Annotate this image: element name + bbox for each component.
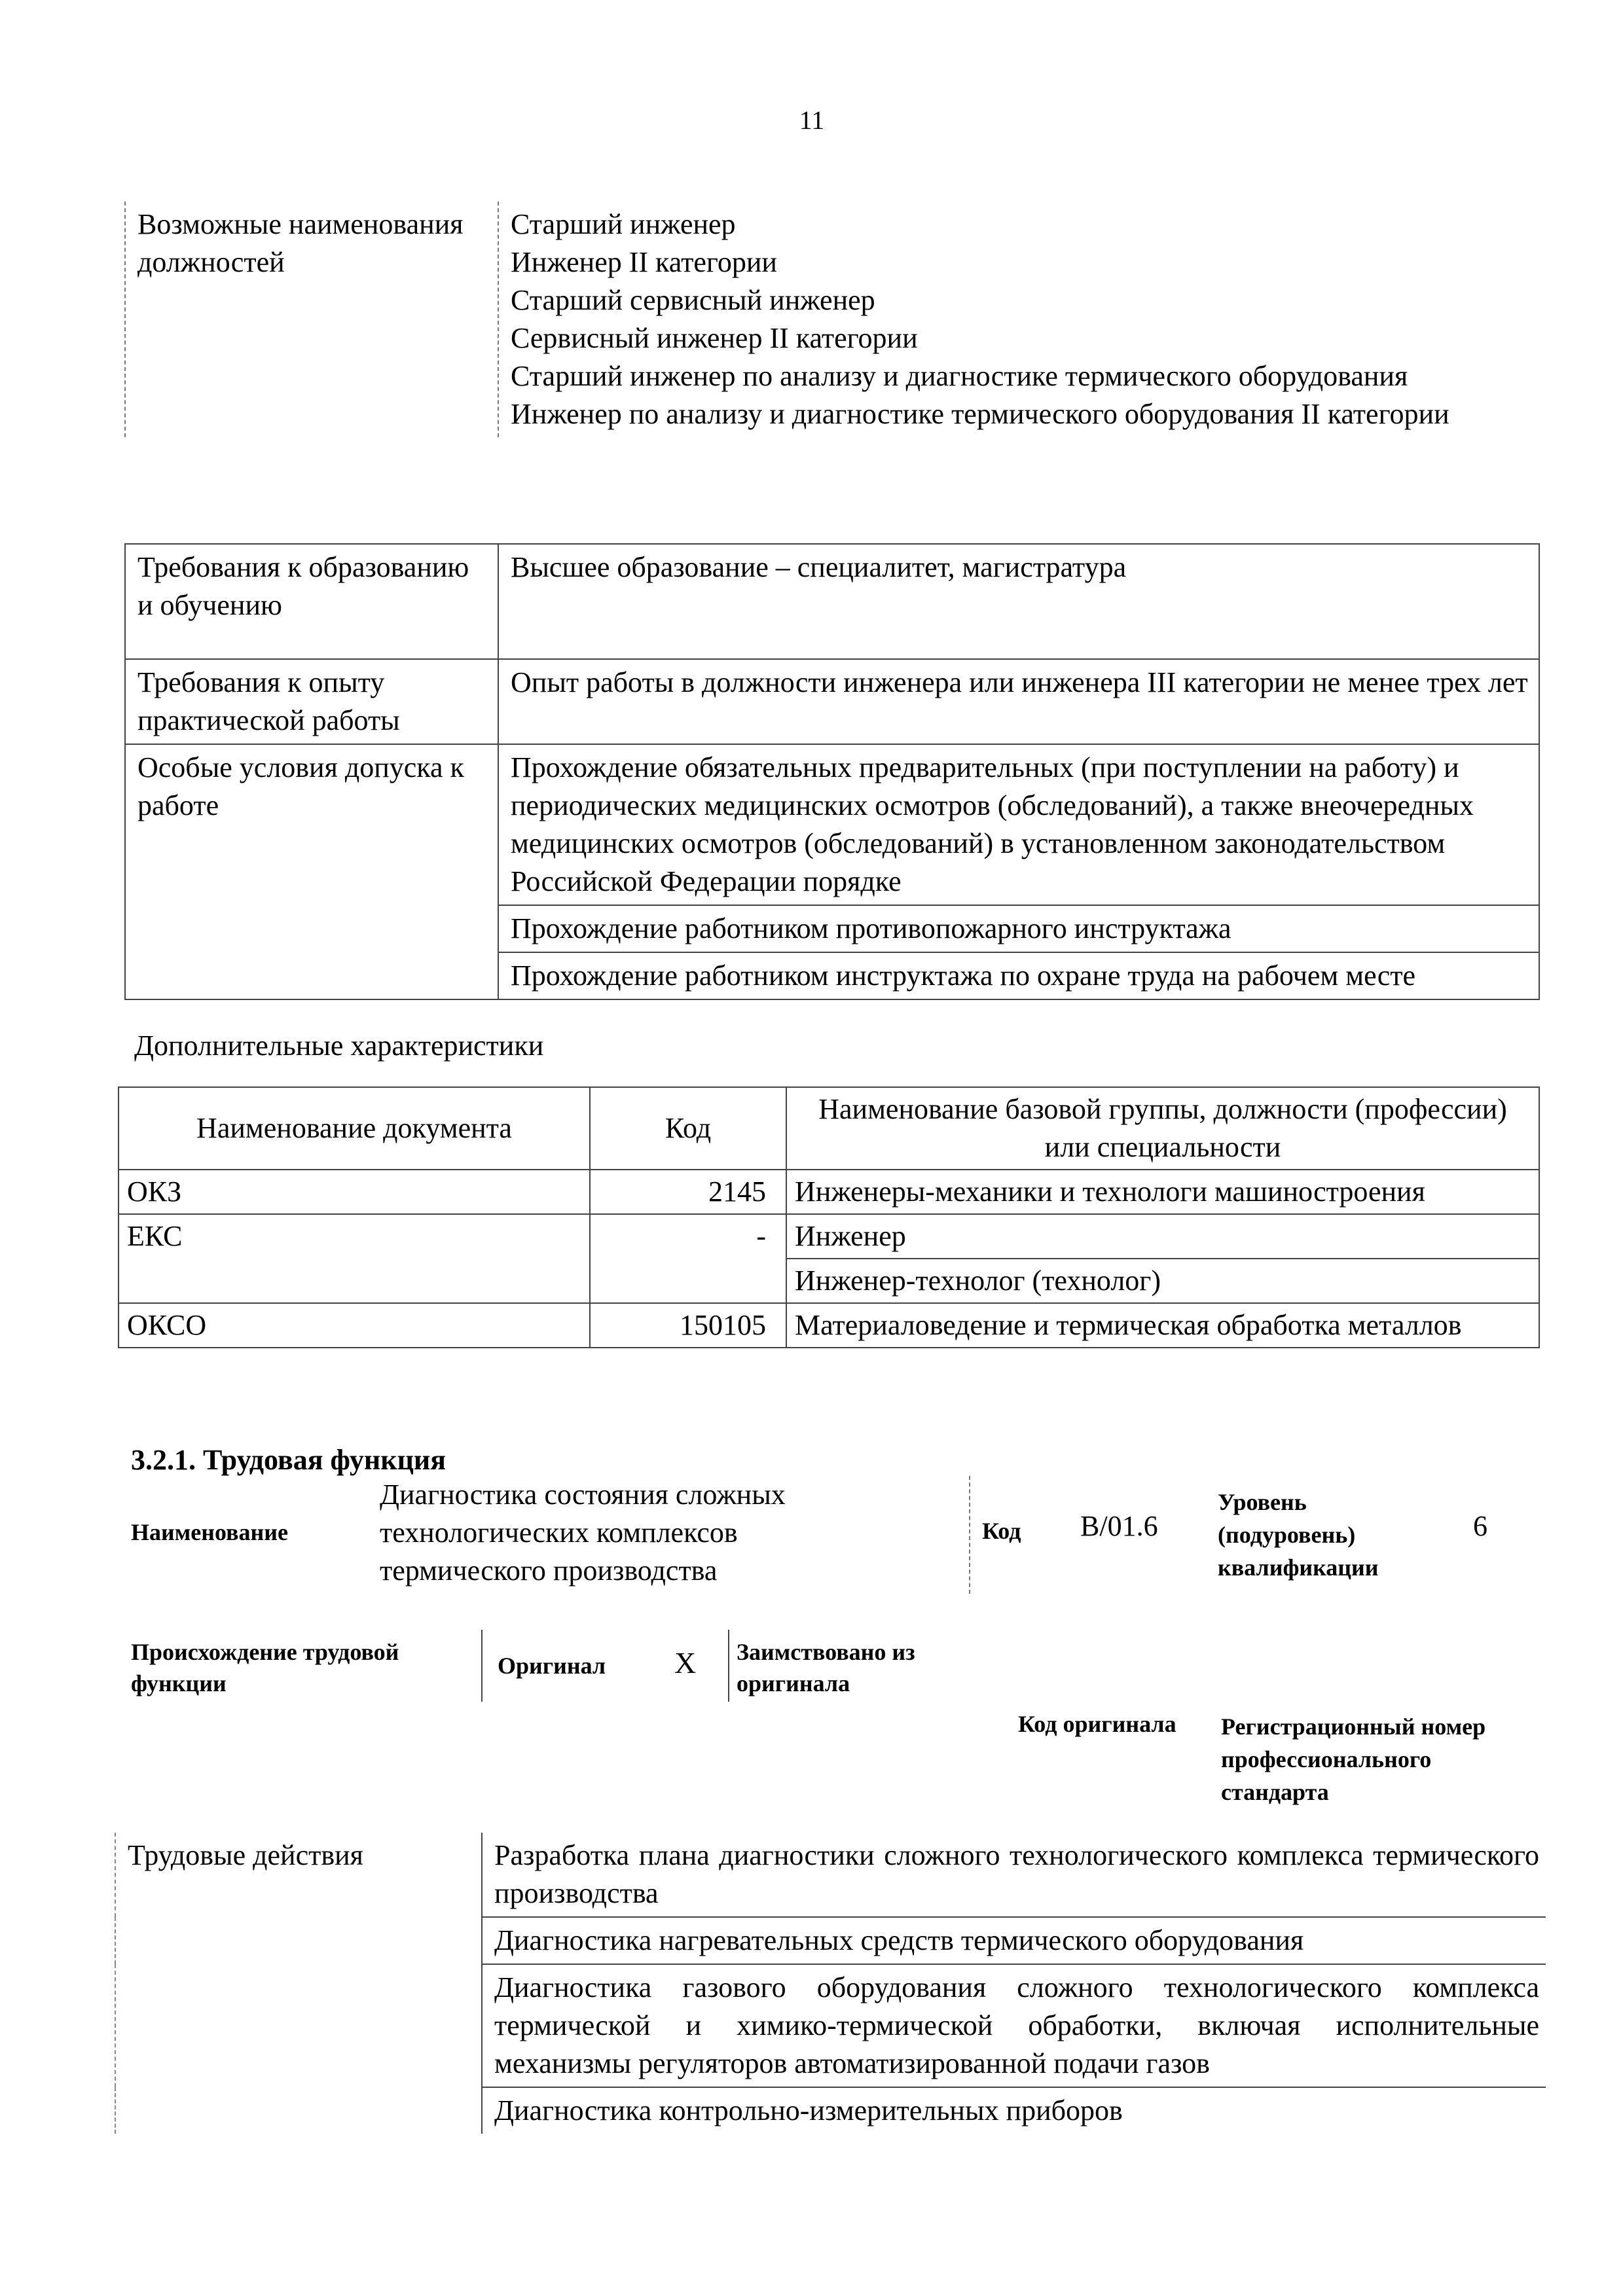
reg-number-label <box>1221 1710 1486 1808</box>
doc-cell: ОКСО <box>119 1303 590 1348</box>
education-value: Высшее образование – специалитет, магистратура <box>498 544 1539 659</box>
borrowed-label-line: оригинала <box>737 1670 850 1696</box>
actions-table <box>115 1833 1546 2134</box>
special-condition-item: Прохождение работником инструктажа по охране труда на рабочем месте <box>498 952 1539 999</box>
header-group-name: Наименование базовой группы, должности (профессии) или специальности <box>786 1087 1539 1170</box>
level-label-line: квалификации <box>1218 1554 1379 1581</box>
special-condition-item: Прохождение обязательных предварительных (при поступлении на работу) и периодических медицинских осмотров (обследований), а также внеочередных медицинских осмотров (обследований) в установленном законодательством Российской Федерации порядке <box>498 744 1539 905</box>
additional-table <box>118 1086 1540 1348</box>
page-number: 11 <box>799 105 825 135</box>
group-name-cell: Инженер <box>786 1214 1539 1259</box>
positions-label: Возможные наименования должностей <box>125 202 498 437</box>
reg-number-line: стандарта <box>1221 1779 1329 1805</box>
header-code: Код <box>590 1087 786 1170</box>
level-label-line: (подуровень) <box>1218 1522 1356 1548</box>
additional-heading: Дополнительные характеристики <box>134 1030 544 1062</box>
code-cell: 2145 <box>590 1170 786 1214</box>
position-item: Старший сервисный инженер <box>511 284 875 316</box>
level-label-line: Уровень <box>1218 1489 1307 1515</box>
function-code: B/01.6 <box>1080 1510 1158 1542</box>
function-name-line: Диагностика состояния сложных <box>380 1479 786 1511</box>
requirements-table <box>124 543 1540 1000</box>
level-value: 6 <box>1473 1510 1487 1542</box>
code-label: Код <box>982 1518 1021 1544</box>
actions-label: Трудовые действия <box>115 1833 482 2134</box>
action-item: Диагностика контрольно-измерительных приборов <box>482 2087 1546 2134</box>
original-mark: X <box>674 1646 697 1679</box>
experience-value: Опыт работы в должности инженера или инженера III категории не менее трех лет <box>498 659 1539 744</box>
code-cell: 150105 <box>590 1303 786 1348</box>
position-item: Старший инженер <box>511 208 736 240</box>
special-conditions-label: Особые условия допуска к работе <box>125 744 498 999</box>
action-item: Диагностика газового оборудования сложного технологического комплекса термической и химико-термической обработки, включая исполнительные механизмы регуляторов автоматизированной подачи газов <box>482 1964 1546 2087</box>
special-condition-item: Прохождение работником противопожарного инструктажа <box>498 905 1539 952</box>
original-label: Оригинал <box>498 1653 606 1679</box>
doc-cell: ОКЗ <box>119 1170 590 1214</box>
reg-number-line: профессионального <box>1221 1746 1432 1772</box>
group-name-cell: Инженеры-механики и технологи машиностроения <box>786 1170 1539 1214</box>
name-label: Наименование <box>131 1519 288 1545</box>
header-document: Наименование документа <box>119 1087 590 1170</box>
origin-label-line: функции <box>131 1670 227 1696</box>
experience-label: Требования к опыту практической работы <box>125 659 498 744</box>
function-name <box>380 1476 786 1590</box>
borrowed-label-line: Заимствовано из <box>737 1639 915 1665</box>
position-item: Сервисный инженер II категории <box>511 322 918 354</box>
origin-label <box>131 1636 399 1699</box>
position-item: Старший инженер по анализу и диагностике термического оборудования <box>511 360 1408 392</box>
action-item: Диагностика нагревательных средств термического оборудования <box>482 1917 1546 1964</box>
education-label: Требования к образованию и обучению <box>125 544 498 659</box>
position-item: Инженер по анализу и диагностике термического оборудования II категории <box>511 398 1450 430</box>
function-name-line: технологических комплексов <box>380 1516 738 1549</box>
reg-number-line: Регистрационный номер <box>1221 1713 1486 1740</box>
group-name-cell: Инженер-технолог (технолог) <box>786 1259 1539 1303</box>
group-name-cell: Материаловедение и термическая обработка металлов <box>786 1303 1539 1348</box>
origin-label-line: Происхождение трудовой <box>131 1639 399 1665</box>
function-name-line: термического производства <box>380 1554 718 1587</box>
original-code-label: Код оригинала <box>1018 1711 1176 1737</box>
positions-list <box>498 202 1539 437</box>
doc-cell: ЕКС <box>119 1214 590 1303</box>
code-cell: - <box>590 1214 786 1303</box>
borrowed-label <box>737 1636 915 1699</box>
action-item: Разработка плана диагностики сложного технологического комплекса термического производства <box>482 1833 1546 1917</box>
positions-table <box>124 202 1539 437</box>
section-title: 3.2.1. Трудовая функция <box>131 1444 447 1476</box>
level-label <box>1218 1486 1379 1584</box>
position-item: Инженер II категории <box>511 246 777 278</box>
